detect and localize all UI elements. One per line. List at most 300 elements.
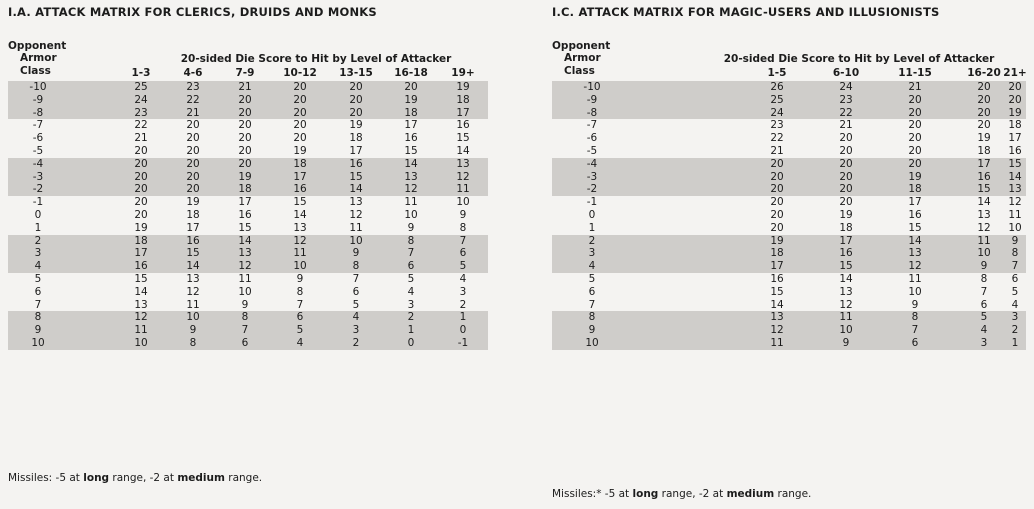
armor-class-cell: 7: [588, 298, 596, 311]
to-hit-cell: 10: [404, 209, 418, 221]
to-hit-cell: 20: [186, 132, 200, 145]
to-hit-cell: 18: [404, 106, 418, 119]
table-row: [8, 145, 488, 158]
to-hit-cell: 20: [293, 93, 307, 106]
to-hit-cell: 13: [456, 157, 470, 170]
to-hit-cell: 11: [1008, 209, 1022, 221]
to-hit-cell: 13: [908, 247, 922, 260]
to-hit-cell: 16: [404, 132, 418, 145]
to-hit-cell: 20: [293, 81, 307, 93]
to-hit-cell: 14: [186, 260, 200, 273]
to-hit-cell: 14: [1008, 170, 1022, 183]
to-hit-cell: 20: [349, 93, 363, 106]
armor-class-cell: 10: [31, 337, 45, 349]
to-hit-cell: 20: [238, 93, 252, 106]
to-hit-cell: 8: [980, 273, 988, 285]
table-row: [8, 247, 488, 260]
to-hit-cell: 16: [1008, 145, 1022, 157]
armor-class-cell: -9: [32, 93, 44, 106]
to-hit-cell: 22: [839, 106, 853, 119]
to-hit-cell: 20: [404, 81, 418, 93]
to-hit-cell: 10: [839, 324, 853, 337]
to-hit-cell: 25: [134, 81, 148, 93]
armor-class-cell: 10: [585, 337, 599, 349]
to-hit-cell: 9: [842, 337, 850, 349]
to-hit-cell: 9: [407, 221, 415, 234]
to-hit-cell: 12: [770, 324, 784, 337]
to-hit-cell: 20: [186, 145, 200, 157]
level-header: 13-15: [339, 67, 373, 79]
to-hit-cell: 10: [908, 285, 922, 298]
to-hit-cell: -1: [457, 337, 469, 349]
to-hit-cell: 4: [980, 324, 988, 337]
to-hit-cell: 16: [839, 247, 853, 260]
to-hit-cell: 13: [839, 285, 853, 298]
to-hit-cell: 7: [241, 324, 249, 337]
to-hit-cell: 20: [770, 209, 784, 221]
table-row: [552, 209, 1026, 222]
to-hit-cell: 9: [352, 247, 360, 260]
to-hit-cell: 20: [134, 145, 148, 157]
to-hit-cell: 20: [134, 157, 148, 170]
to-hit-cell: 12: [134, 311, 148, 324]
armor-class-cell: 4: [588, 260, 596, 273]
to-hit-cell: 20: [839, 157, 853, 170]
table-row: [8, 107, 488, 120]
to-hit-cell: 21: [238, 81, 252, 93]
to-hit-cell: 25: [770, 93, 784, 106]
to-hit-cell: 16: [349, 157, 363, 170]
to-hit-cell: 17: [770, 260, 784, 273]
to-hit-cell: 10: [456, 196, 470, 209]
to-hit-cell: 8: [189, 337, 197, 349]
table-row: [8, 196, 488, 209]
table-row: [552, 299, 1026, 312]
to-hit-cell: 16: [456, 119, 470, 132]
to-hit-cell: 18: [293, 157, 307, 170]
table-row: [552, 311, 1026, 324]
class-header: Class: [20, 65, 51, 77]
to-hit-cell: 18: [839, 221, 853, 234]
table-row: [8, 286, 488, 299]
level-header: 19+: [451, 67, 475, 79]
table-row: [552, 235, 1026, 248]
missiles-note: [8, 472, 262, 484]
to-hit-cell: 18: [134, 234, 148, 247]
to-hit-cell: 19: [908, 170, 922, 183]
table-row: [8, 273, 488, 286]
to-hit-cell: 20: [134, 196, 148, 209]
missiles-note-medium: medium: [726, 488, 775, 500]
armor-class-cell: 2: [34, 234, 42, 247]
to-hit-cell: 14: [770, 298, 784, 311]
missiles-note-suffix: range.: [774, 488, 812, 500]
to-hit-cell: 20: [186, 170, 200, 183]
to-hit-cell: 20: [238, 157, 252, 170]
to-hit-cell: 11: [977, 234, 991, 247]
table-row: [552, 273, 1026, 286]
to-hit-cell: 17: [134, 247, 148, 260]
to-hit-cell: 10: [349, 234, 363, 247]
missiles-note-suffix: range.: [224, 472, 263, 484]
to-hit-cell: 17: [404, 119, 418, 132]
to-hit-cell: 14: [908, 234, 922, 247]
to-hit-cell: 20: [908, 106, 922, 119]
to-hit-cell: 21: [908, 81, 922, 93]
to-hit-cell: 18: [238, 183, 252, 196]
opponent-header: Opponent: [8, 40, 67, 52]
to-hit-cell: 18: [349, 132, 363, 145]
to-hit-cell: 16: [770, 273, 784, 285]
to-hit-cell: 15: [839, 260, 853, 273]
to-hit-cell: 13: [349, 196, 363, 209]
missiles-note-medium: medium: [177, 472, 225, 484]
to-hit-cell: 18: [770, 247, 784, 260]
to-hit-cell: 20: [186, 119, 200, 132]
to-hit-cell: 20: [977, 81, 991, 93]
matrix-title: I.A. ATTACK MATRIX FOR CLERICS, DRUIDS AND MONKS: [8, 5, 377, 19]
armor-class-cell: 8: [34, 311, 42, 324]
to-hit-cell: 16: [186, 234, 200, 247]
to-hit-cell: 20: [293, 132, 307, 145]
to-hit-cell: 17: [349, 145, 363, 157]
to-hit-cell: 19: [839, 209, 853, 221]
armor-class-cell: -5: [32, 145, 44, 157]
to-hit-cell: 11: [238, 273, 252, 285]
to-hit-cell: 9: [980, 260, 988, 273]
to-hit-cell: 4: [459, 273, 467, 285]
to-hit-cell: 15: [293, 196, 307, 209]
to-hit-cell: 15: [186, 247, 200, 260]
to-hit-cell: 3: [407, 298, 415, 311]
to-hit-cell: 20: [349, 81, 363, 93]
level-header: 6-10: [832, 67, 860, 79]
to-hit-cell: 15: [1008, 157, 1022, 170]
to-hit-cell: 11: [839, 311, 853, 324]
table-row: [8, 222, 488, 235]
to-hit-cell: 20: [770, 183, 784, 196]
to-hit-cell: 20: [134, 183, 148, 196]
table-row: [552, 324, 1026, 337]
table-row: [552, 222, 1026, 235]
to-hit-cell: 23: [839, 93, 853, 106]
armor-class-cell: -4: [586, 157, 598, 170]
level-header: 4-6: [183, 67, 203, 79]
to-hit-cell: 22: [770, 132, 784, 145]
to-hit-cell: 10: [186, 311, 200, 324]
to-hit-cell: 20: [908, 119, 922, 132]
to-hit-cell: 7: [296, 298, 304, 311]
to-hit-cell: 17: [238, 196, 252, 209]
to-hit-cell: 9: [241, 298, 249, 311]
to-hit-cell: 12: [908, 260, 922, 273]
to-hit-cell: 16: [977, 170, 991, 183]
armor-class-cell: -10: [583, 81, 601, 93]
to-hit-cell: 6: [980, 298, 988, 311]
table-row: [8, 324, 488, 337]
to-hit-cell: 20: [186, 157, 200, 170]
to-hit-cell: 8: [352, 260, 360, 273]
to-hit-cell: 12: [349, 209, 363, 221]
armor-class-cell: 1: [34, 221, 42, 234]
armor-class-cell: 3: [34, 247, 42, 260]
table-row: [552, 132, 1026, 145]
to-hit-cell: 6: [296, 311, 304, 324]
to-hit-cell: 14: [404, 157, 418, 170]
level-header: 1-3: [131, 67, 151, 79]
to-hit-cell: 20: [238, 119, 252, 132]
to-hit-cell: 19: [293, 145, 307, 157]
to-hit-cell: 20: [134, 170, 148, 183]
to-hit-cell: 20: [977, 119, 991, 132]
to-hit-cell: 14: [349, 183, 363, 196]
table-row: [8, 209, 488, 222]
table-row: [8, 171, 488, 184]
to-hit-cell: 23: [770, 119, 784, 132]
to-hit-cell: 22: [186, 93, 200, 106]
opponent-header: Opponent: [552, 40, 611, 52]
to-hit-cell: 19: [349, 119, 363, 132]
to-hit-cell: 11: [349, 221, 363, 234]
missiles-note-prefix: Missiles:* -5 at: [552, 488, 633, 500]
to-hit-cell: 20: [1008, 81, 1022, 93]
die-score-header: 20-sided Die Score to Hit by Level of Attacker: [180, 53, 452, 65]
to-hit-cell: 24: [134, 93, 148, 106]
to-hit-cell: 5: [459, 260, 467, 273]
to-hit-cell: 14: [134, 285, 148, 298]
to-hit-cell: 4: [352, 311, 360, 324]
to-hit-cell: 6: [407, 260, 415, 273]
table-row: [552, 81, 1026, 94]
to-hit-cell: 8: [296, 285, 304, 298]
table-row: [8, 132, 488, 145]
to-hit-cell: 15: [770, 285, 784, 298]
armor-class-cell: -5: [586, 145, 598, 157]
to-hit-cell: 21: [186, 106, 200, 119]
to-hit-cell: 1: [407, 324, 415, 337]
to-hit-cell: 6: [459, 247, 467, 260]
missiles-note-long: long: [83, 472, 110, 484]
to-hit-cell: 1: [459, 311, 467, 324]
to-hit-cell: 13: [977, 209, 991, 221]
to-hit-cell: 16: [908, 209, 922, 221]
armor-class-cell: -1: [586, 196, 598, 209]
to-hit-cell: 17: [908, 196, 922, 209]
to-hit-cell: 11: [404, 196, 418, 209]
to-hit-cell: 6: [1011, 273, 1019, 285]
missiles-note-prefix: Missiles: -5 at: [8, 472, 84, 484]
to-hit-cell: 20: [293, 106, 307, 119]
to-hit-cell: 22: [134, 119, 148, 132]
to-hit-cell: 8: [459, 221, 467, 234]
to-hit-cell: 7: [407, 247, 415, 260]
to-hit-cell: 19: [404, 93, 418, 106]
to-hit-cell: 8: [911, 311, 919, 324]
to-hit-cell: 11: [134, 324, 148, 337]
armor-class-cell: 8: [588, 311, 596, 324]
table-row: [552, 247, 1026, 260]
to-hit-cell: 21: [134, 132, 148, 145]
to-hit-cell: 12: [186, 285, 200, 298]
to-hit-cell: 15: [908, 221, 922, 234]
armor-class-cell: 6: [588, 285, 596, 298]
to-hit-cell: 20: [839, 145, 853, 157]
to-hit-cell: 7: [352, 273, 360, 285]
table-row: [552, 145, 1026, 158]
armor-class-cell: -7: [32, 119, 44, 132]
armor-class-cell: -2: [32, 183, 44, 196]
table-row: [552, 286, 1026, 299]
to-hit-cell: 3: [980, 337, 988, 349]
to-hit-cell: 24: [770, 106, 784, 119]
die-score-header: 20-sided Die Score to Hit by Level of Attacker: [723, 53, 995, 65]
to-hit-cell: 20: [839, 183, 853, 196]
to-hit-cell: 5: [296, 324, 304, 337]
missiles-note-long: long: [632, 488, 659, 500]
to-hit-cell: 3: [1011, 311, 1019, 324]
table-row: [552, 158, 1026, 171]
to-hit-cell: 20: [770, 170, 784, 183]
to-hit-cell: 7: [459, 234, 467, 247]
class-header: Class: [564, 65, 595, 77]
level-header: 16-18: [394, 67, 428, 79]
to-hit-cell: 2: [1011, 324, 1019, 337]
to-hit-cell: 9: [189, 324, 197, 337]
to-hit-cell: 11: [186, 298, 200, 311]
to-hit-cell: 18: [908, 183, 922, 196]
to-hit-cell: 21: [770, 145, 784, 157]
to-hit-cell: 13: [293, 221, 307, 234]
armor-class-cell: 4: [34, 260, 42, 273]
to-hit-cell: 13: [134, 298, 148, 311]
to-hit-cell: 23: [186, 81, 200, 93]
to-hit-cell: 4: [296, 337, 304, 349]
to-hit-cell: 15: [349, 170, 363, 183]
to-hit-cell: 17: [839, 234, 853, 247]
to-hit-cell: 3: [459, 285, 467, 298]
to-hit-cell: 19: [186, 196, 200, 209]
to-hit-cell: 20: [977, 93, 991, 106]
armor-class-cell: -8: [32, 106, 44, 119]
to-hit-cell: 9: [459, 209, 467, 221]
level-header: 16-20: [967, 67, 1001, 79]
to-hit-cell: 6: [241, 337, 249, 349]
table-row: [552, 260, 1026, 273]
to-hit-cell: 11: [456, 183, 470, 196]
to-hit-cell: 9: [911, 298, 919, 311]
to-hit-cell: 14: [839, 273, 853, 285]
armor-class-cell: -6: [586, 132, 598, 145]
to-hit-cell: 10: [134, 337, 148, 349]
armor-class-cell: 6: [34, 285, 42, 298]
level-header: 10-12: [283, 67, 317, 79]
armor-class-cell: 3: [588, 247, 596, 260]
to-hit-cell: 20: [186, 183, 200, 196]
to-hit-cell: 4: [407, 285, 415, 298]
to-hit-cell: 16: [134, 260, 148, 273]
to-hit-cell: 20: [770, 196, 784, 209]
to-hit-cell: 7: [980, 285, 988, 298]
to-hit-cell: 1: [1011, 337, 1019, 349]
to-hit-cell: 0: [407, 337, 415, 349]
to-hit-cell: 5: [352, 298, 360, 311]
to-hit-cell: 15: [404, 145, 418, 157]
table-row: [8, 183, 488, 196]
table-row: [8, 94, 488, 107]
level-header: 1-5: [767, 67, 787, 79]
armor-class-cell: -3: [32, 170, 44, 183]
to-hit-cell: 24: [839, 81, 853, 93]
to-hit-cell: 8: [1011, 247, 1019, 260]
to-hit-cell: 18: [977, 145, 991, 157]
to-hit-cell: 7: [1011, 260, 1019, 273]
armor-class-cell: 7: [34, 298, 42, 311]
missiles-note-mid: range, -2 at: [658, 488, 727, 500]
to-hit-cell: 2: [407, 311, 415, 324]
armor-class-cell: 1: [588, 221, 596, 234]
to-hit-cell: 17: [456, 106, 470, 119]
to-hit-cell: 19: [977, 132, 991, 145]
to-hit-cell: 11: [770, 337, 784, 349]
to-hit-cell: 19: [770, 234, 784, 247]
to-hit-cell: 18: [1008, 119, 1022, 132]
to-hit-cell: 20: [977, 106, 991, 119]
to-hit-cell: 14: [293, 209, 307, 221]
to-hit-cell: 20: [839, 196, 853, 209]
armor-class-cell: -9: [586, 93, 598, 106]
table-row: [552, 119, 1026, 132]
to-hit-cell: 0: [459, 324, 467, 337]
missiles-note-mid: range, -2 at: [109, 472, 178, 484]
to-hit-cell: 12: [839, 298, 853, 311]
to-hit-cell: 13: [770, 311, 784, 324]
armor-class-cell: 5: [34, 273, 42, 285]
to-hit-cell: 18: [456, 93, 470, 106]
table-row: [8, 119, 488, 132]
armor-class-cell: 9: [588, 324, 596, 337]
to-hit-cell: 20: [908, 157, 922, 170]
to-hit-cell: 2: [352, 337, 360, 349]
to-hit-cell: 20: [349, 106, 363, 119]
armor-class-cell: -8: [586, 106, 598, 119]
to-hit-cell: 20: [908, 93, 922, 106]
to-hit-cell: 11: [908, 273, 922, 285]
to-hit-cell: 10: [238, 285, 252, 298]
to-hit-cell: 20: [1008, 93, 1022, 106]
to-hit-cell: 2: [459, 298, 467, 311]
to-hit-cell: 17: [186, 221, 200, 234]
to-hit-cell: 17: [1008, 132, 1022, 145]
to-hit-cell: 12: [404, 183, 418, 196]
to-hit-cell: 12: [456, 170, 470, 183]
to-hit-cell: 6: [911, 337, 919, 349]
to-hit-cell: 20: [770, 221, 784, 234]
to-hit-cell: 19: [238, 170, 252, 183]
to-hit-cell: 14: [977, 196, 991, 209]
to-hit-cell: 17: [977, 157, 991, 170]
armor-class-cell: 5: [588, 273, 596, 285]
to-hit-cell: 9: [296, 273, 304, 285]
to-hit-cell: 20: [839, 170, 853, 183]
to-hit-cell: 4: [1011, 298, 1019, 311]
to-hit-cell: 20: [839, 132, 853, 145]
to-hit-cell: 9: [1011, 234, 1019, 247]
to-hit-cell: 11: [293, 247, 307, 260]
armor-class-cell: 9: [34, 324, 42, 337]
table-row: [8, 311, 488, 324]
armor-class-cell: -3: [586, 170, 598, 183]
to-hit-cell: 19: [1008, 106, 1022, 119]
